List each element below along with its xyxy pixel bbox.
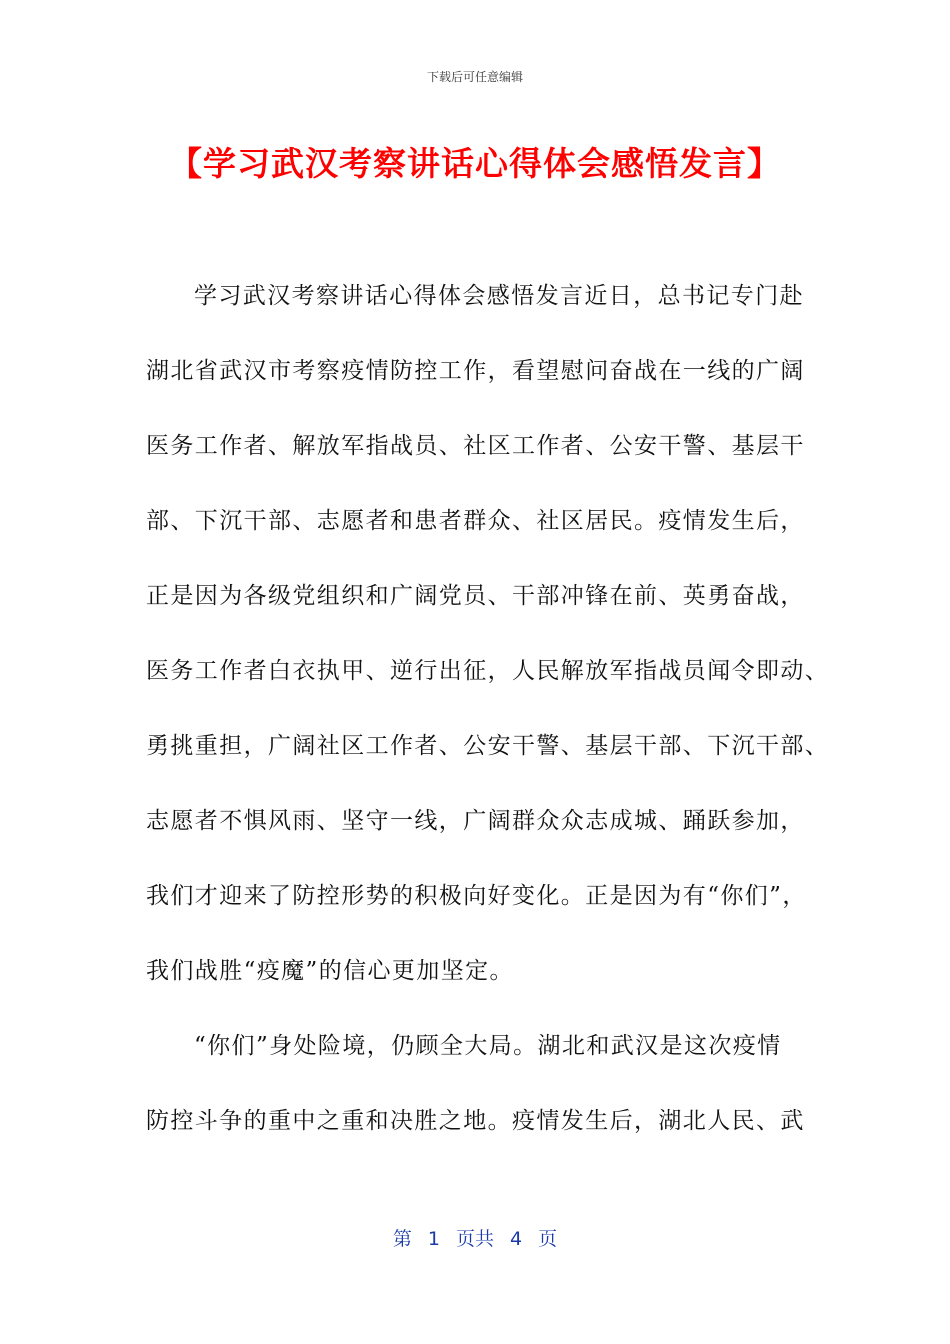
text-line: “你们”身处险境，仍顾全大局。湖北和武汉是这次疫情 xyxy=(194,1033,782,1059)
text-line: 正是因为各级党组织和广阔党员、干部冲锋在前、英勇奋战， xyxy=(146,583,805,609)
text-line: 防控斗争的重中之重和决胜之地。疫情发生后，湖北人民、武 xyxy=(146,1108,805,1134)
text-line: 勇挑重担，广阔社区工作者、公安干警、基层干部、下沉干部、 xyxy=(146,733,830,759)
text-line: 部、下沉干部、志愿者和患者群众、社区居民。疫情发生后， xyxy=(146,508,805,534)
text-line: 医务工作者、解放军指战员、社区工作者、公安干警、基层干 xyxy=(146,433,805,459)
text-line: 我们战胜“疫魔”的信心更加坚定。 xyxy=(146,958,514,984)
page-number-footer: 第 1 页共 4 页 xyxy=(392,1228,558,1250)
page-header-note: 下载后可任意编辑 xyxy=(426,70,523,84)
text-line: 湖北省武汉市考察疫情防控工作，看望慰问奋战在一线的广阔 xyxy=(146,358,805,384)
document-title: 【学习武汉考察讲话心得体会感悟发言】 xyxy=(169,144,781,183)
text-line: 志愿者不惧风雨、坚守一线，广阔群众众志成城、踊跃参加， xyxy=(146,808,805,834)
document-body xyxy=(146,259,830,1159)
text-line: 医务工作者白衣执甲、逆行出征，人民解放军指战员闻令即动、 xyxy=(146,658,830,684)
text-line: 学习武汉考察讲话心得体会感悟发言近日，总书记专门赴 xyxy=(194,283,804,309)
text-line: 我们才迎来了防控形势的积极向好变化。正是因为有“你们”， xyxy=(146,883,807,909)
